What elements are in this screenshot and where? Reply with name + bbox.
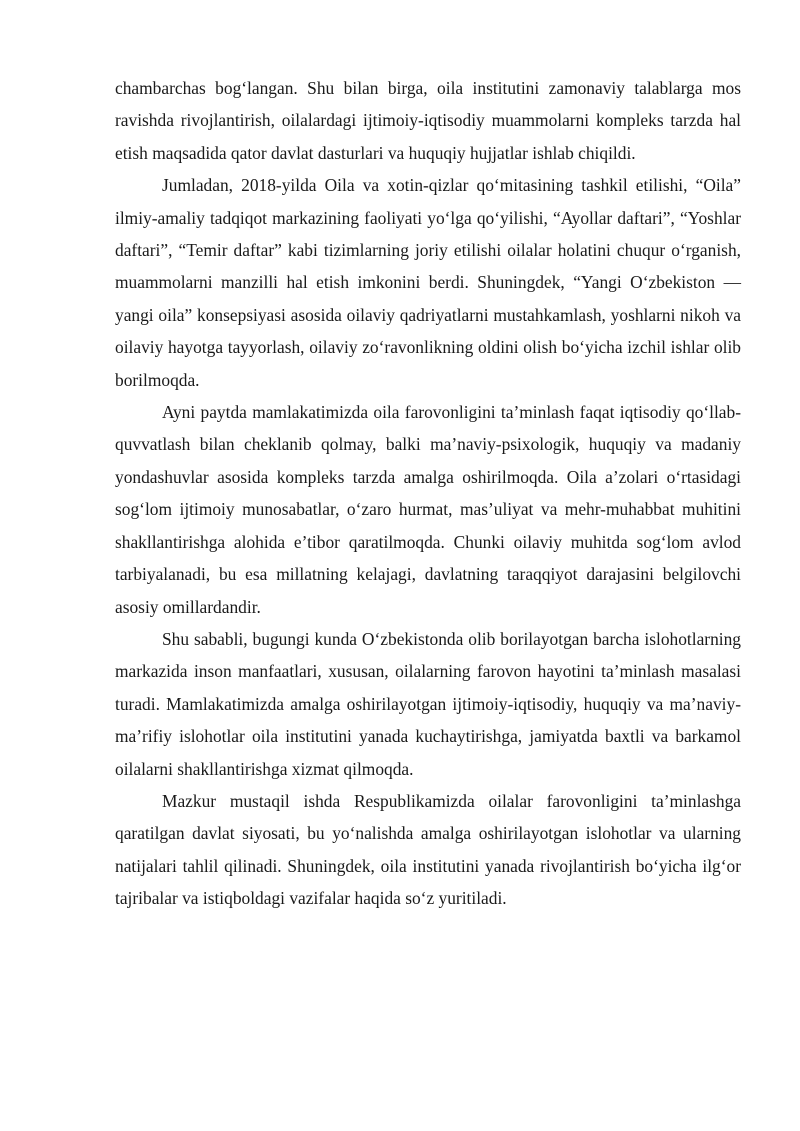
paragraph-3: Ayni paytda mamlakatimizda oila farovonligini ta’minlash faqat iqtisodiy qo‘llab-quvvatlash bilan cheklanib qolmay, balki ma’naviy-psixologik, huquqiy va madaniy yondashuvlar asosida kompleks tarzda amalga oshirilmoqda. Oila a’zolari o‘rtasidagi sog‘lom ijtimoiy munosabatlar, o‘zaro hurmat, mas’uliyat va mehr-muhabbat muhitini shakllantirishga alohida e’tibor qaratilmoqda. Chunki oilaviy muhitda sog‘lom avlod tarbiyalanadi, bu esa millatning kelajagi, davlatning taraqqiyot darajasini belgilovchi asosiy omillardandir. [115, 402, 741, 617]
paragraph-1: chambarchas bog‘langan. Shu bilan birga, oila institutini zamonaviy talablarga mos ravishda rivojlantirish, oilalardagi ijtimoiy-iqtisodiy muammolarni kompleks tarzda hal etish maqsadida qator davlat dasturlari va huquqiy hujjatlar ishlab chiqildi. [115, 78, 741, 163]
paragraph-5: Mazkur mustaqil ishda Respublikamizda oilalar farovonligini ta’minlashga qaratilgan davlat siyosati, bu yo‘nalishda amalga oshirilayotgan islohotlar va ularning natijalari tahlil qilinadi. Shuningdek, oila institutini yanada rivojlantirish bo‘yicha ilg‘or tajribalar va istiqboldagi vazifalar haqida so‘z yuritiladi. [115, 790, 741, 909]
paragraph-2: Jumladan, 2018-yilda Oila va xotin-qizlar qo‘mitasining tashkil etilishi, “Oila” ilmiy-amaliy tadqiqot markazining faoliyati yo‘lga qo‘yilishi, “Ayollar daftari”, “Yoshlar daftari”, “Temir daftar” kabi tizimlarning joriy etilishi oilalar holatini chuqur o‘rganish, muammolarni manzilli hal etish imkonini berdi. Shuningdek, “Yangi O‘zbekiston — yangi oila” konsepsiyasi asosida oilaviy qadriyatlarni mustahkamlash, yoshlarni nikoh va oilaviy hayotga tayyorlash, oilaviy zo‘ravonlikning oldini olish bo‘yicha izchil ishlar olib borilmoqda. [115, 175, 741, 390]
paragraph-4: Shu sababli, bugungi kunda O‘zbekistonda olib borilayotgan barcha islohotlarning markazida inson manfaatlari, xususan, oilalarning farovon hayotini ta’minlash masalasi turadi. Mamlakatimizda amalga oshirilayotgan ijtimoiy-iqtisodiy, huquqiy va ma’naviy-ma’rifiy islohotlar oila institutini yanada kuchaytirishga, jamiyatda baxtli va barkamol oilalarni shakllantirishga xizmat qilmoqda. [115, 628, 741, 779]
document-page [115, 72, 741, 915]
